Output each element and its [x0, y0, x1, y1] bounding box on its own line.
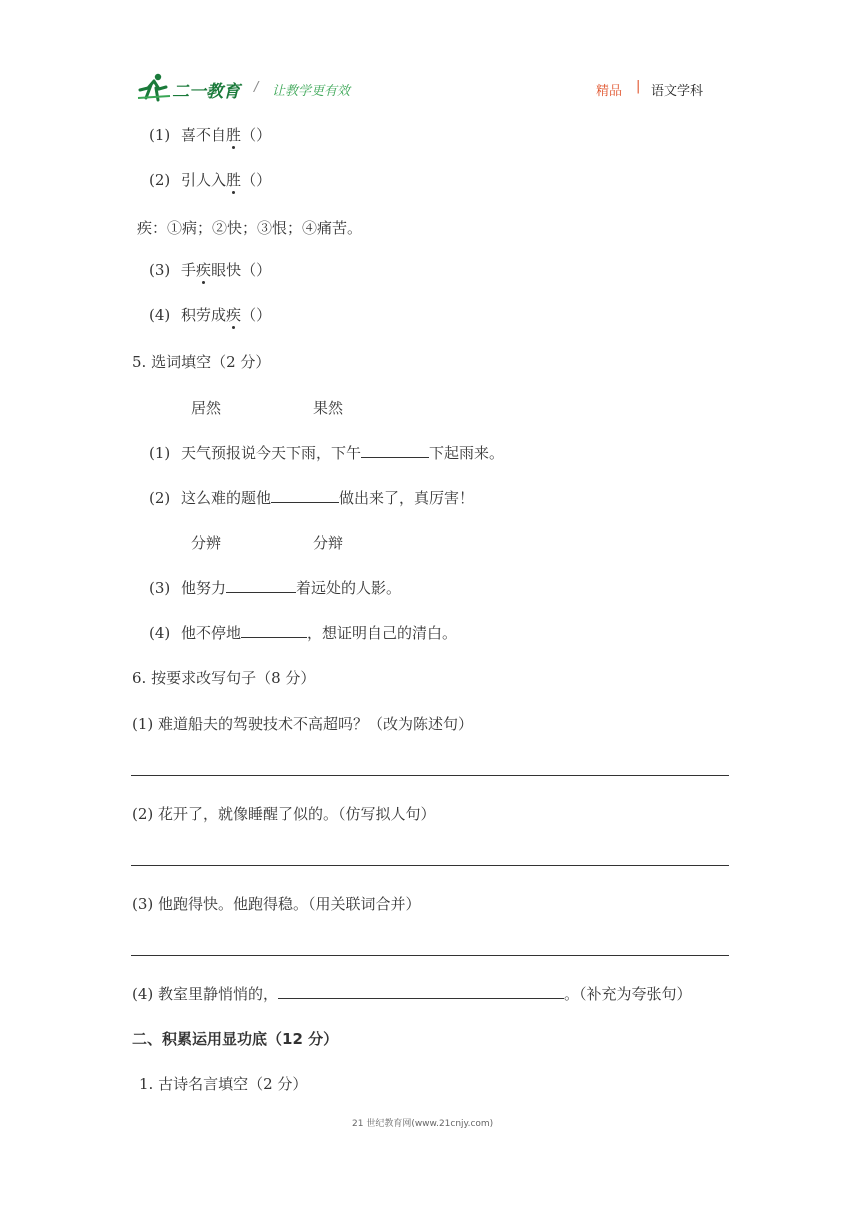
item-number: (1)	[149, 126, 171, 144]
word-option: 分辨	[191, 534, 222, 552]
section6-title: 6. 按要求改写句子（8 分）	[132, 669, 316, 687]
item-4	[149, 305, 271, 325]
item-number: (3)	[149, 579, 171, 597]
item-3	[149, 260, 271, 280]
fill-sentence-2	[149, 488, 474, 508]
answer-line-3[interactable]	[131, 955, 729, 956]
item-post: （）	[241, 306, 272, 324]
answer-blank[interactable]	[278, 984, 564, 999]
header-badge: 精品	[596, 84, 623, 99]
sentence-post: 。（补充为夸张句）	[564, 985, 692, 1003]
page-footer: 21 世纪教育网(www.21cnjy.com)	[352, 1119, 494, 1129]
item-pre: 积劳成	[181, 306, 227, 324]
item-post: 眼快（）	[211, 261, 272, 279]
rewrite-4	[132, 984, 692, 1004]
answer-line-2[interactable]	[131, 865, 729, 866]
answer-blank[interactable]	[271, 488, 339, 503]
word-option: 分辩	[313, 534, 344, 552]
sentence-pre: 他努力	[181, 579, 227, 597]
sentence-pre: 这么难的题他	[181, 489, 272, 507]
dotted-char: 胜	[226, 126, 242, 144]
header-separator: |	[636, 79, 641, 94]
header-slogan: 让教学更有效	[272, 84, 351, 99]
runner-logo-icon	[136, 72, 172, 102]
fill-sentence-3	[149, 578, 401, 598]
item-number: (4)	[149, 624, 171, 642]
part2-question-1: 1. 古诗名言填空（2 分）	[139, 1075, 308, 1093]
dotted-char: 疾	[196, 261, 212, 279]
sentence-pre: 他不停地	[181, 624, 242, 642]
item-number: (1)	[149, 444, 171, 462]
item-pre: 手	[181, 261, 197, 279]
header-logo	[136, 72, 246, 102]
item-pre: 引人入	[181, 171, 227, 189]
logo-text: 二一教育	[172, 82, 240, 102]
sentence-pre: (4) 教室里静悄悄的，	[132, 985, 279, 1003]
word-option: 居然	[191, 399, 222, 417]
answer-line-1[interactable]	[131, 775, 729, 776]
sentence-post: 下起雨来。	[429, 444, 505, 462]
rewrite-2: (2) 花开了，就像睡醒了似的。（仿写拟人句）	[132, 805, 436, 823]
item-pre: 喜不自	[181, 126, 227, 144]
word-option: 果然	[313, 399, 344, 417]
fill-sentence-1	[149, 443, 504, 463]
header-divider: /	[254, 80, 259, 95]
part2-title: 二、积累运用显功底（12 分）	[132, 1030, 339, 1048]
item-post: （）	[241, 126, 272, 144]
header-subject: 语文学科	[651, 84, 704, 99]
sentence-post: 做出来了，真厉害！	[339, 489, 475, 507]
rewrite-3: (3) 他跑得快。他跑得稳。（用关联词合并）	[132, 895, 421, 913]
item-2	[149, 170, 271, 190]
sentence-post: 着远处的人影。	[296, 579, 402, 597]
section5-title: 5. 选词填空（2 分）	[132, 353, 271, 371]
item-number: (3)	[149, 261, 171, 279]
ji-definition: 疾：①病；②快；③恨；④痛苦。	[137, 219, 363, 237]
answer-blank[interactable]	[241, 623, 307, 638]
fill-sentence-4	[149, 623, 457, 643]
dotted-char: 疾	[226, 306, 242, 324]
sentence-post: ，想证明自己的清白。	[307, 624, 458, 642]
item-number: (2)	[149, 489, 171, 507]
dotted-char: 胜	[226, 171, 242, 189]
item-number: (4)	[149, 306, 171, 324]
answer-blank[interactable]	[361, 443, 429, 458]
sentence-pre: 天气预报说今天下雨，下午	[181, 444, 362, 462]
rewrite-1: (1) 难道船夫的驾驶技术不高超吗？（改为陈述句）	[132, 715, 474, 733]
answer-blank[interactable]	[226, 578, 296, 593]
item-1	[149, 125, 271, 145]
item-number: (2)	[149, 171, 171, 189]
item-post: （）	[241, 171, 272, 189]
